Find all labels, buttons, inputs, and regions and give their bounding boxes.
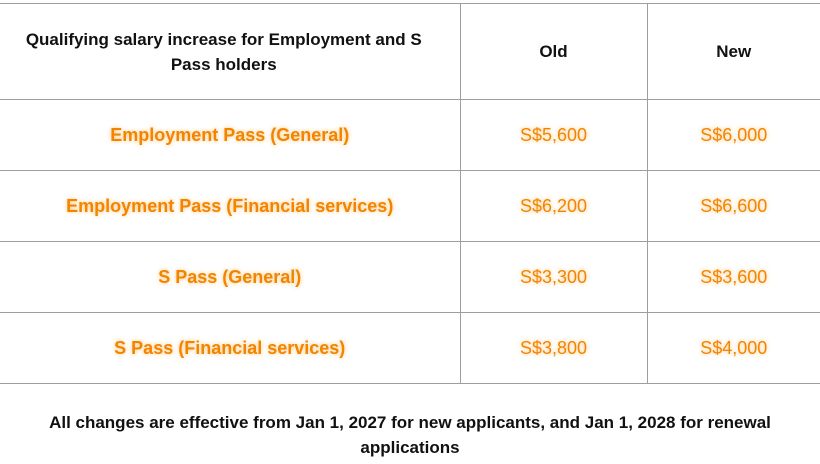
old-salary-value: S$3,300 xyxy=(519,266,588,287)
new-salary-cell xyxy=(647,242,820,313)
new-salary-value: S$3,600 xyxy=(700,266,768,287)
new-salary-value: S$6,000 xyxy=(700,124,768,145)
pass-type-cell xyxy=(0,100,460,171)
new-salary-cell xyxy=(647,171,820,242)
old-salary-cell xyxy=(460,100,647,171)
effective-date-note: All changes are effective from Jan 1, 2027 for new applicants, and Jan 1, 2028 for renewal applications xyxy=(49,413,771,457)
table-row xyxy=(0,313,820,384)
new-salary-value: S$6,600 xyxy=(700,195,768,216)
salary-table xyxy=(0,3,820,384)
old-salary-value: S$3,800 xyxy=(519,337,588,358)
pass-type-cell xyxy=(0,313,460,384)
old-salary-value: S$6,200 xyxy=(519,195,588,216)
old-salary-cell xyxy=(460,242,647,313)
table-row xyxy=(0,171,820,242)
pass-type-cell xyxy=(0,171,460,242)
new-salary-cell xyxy=(647,313,820,384)
pass-type-label: S Pass (Financial services) xyxy=(114,337,346,358)
old-salary-cell xyxy=(460,313,647,384)
header-new: New xyxy=(647,4,820,100)
pass-type-label: Employment Pass (General) xyxy=(110,124,350,145)
new-salary-cell xyxy=(647,100,820,171)
old-salary-value: S$5,600 xyxy=(519,124,588,145)
old-salary-cell xyxy=(460,171,647,242)
header-old: Old xyxy=(460,4,647,100)
pass-type-label: S Pass (General) xyxy=(158,266,302,287)
table-header-row xyxy=(0,4,820,100)
table-row xyxy=(0,100,820,171)
pass-type-label: Employment Pass (Financial services) xyxy=(66,195,394,216)
new-salary-value: S$4,000 xyxy=(700,337,768,358)
header-category: Qualifying salary increase for Employment and S Pass holders xyxy=(0,4,460,100)
table-row xyxy=(0,242,820,313)
pass-type-cell xyxy=(0,242,460,313)
